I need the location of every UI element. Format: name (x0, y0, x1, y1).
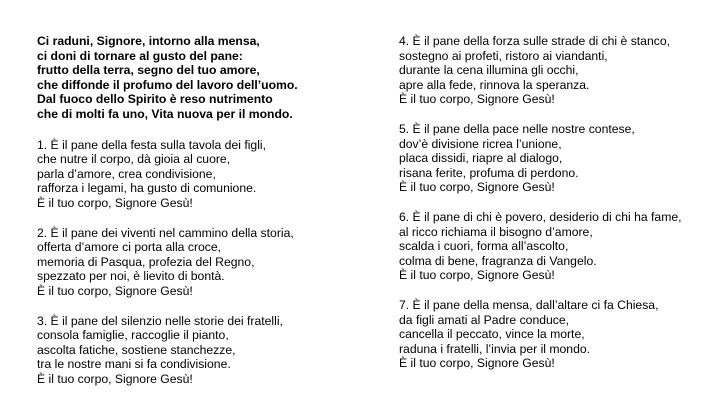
stanza-line: da figli amati al Padre conduce, (399, 312, 570, 327)
stanza-line: dov’è divisione ricrea l’unione, (399, 136, 562, 151)
stanza-3 (37, 314, 367, 387)
stanza-closing-line: È il tuo corpo, Signore Gesù! (37, 371, 193, 386)
stanza-line: scalda i cuori, forma all’ascolto, (399, 239, 569, 254)
stanza-line: risana ferite, profuma di perdono. (399, 165, 579, 180)
stanza-line: 3. È il pane del silenzio nelle storie dei fratelli, (37, 313, 283, 328)
stanza-line: che nutre il corpo, dà gioia al cuore, (37, 152, 231, 167)
right-column (399, 34, 719, 386)
refrain-line: Ci raduni, Signore, intorno alla mensa, (37, 34, 260, 48)
stanza-closing-line: È il tuo corpo, Signore Gesù! (399, 92, 555, 107)
stanza-line: rafforza i legami, ha gusto di comunione. (37, 181, 257, 196)
stanza-1 (37, 138, 367, 211)
stanza-line: 2. È il pane dei viventi nel cammino della storia, (37, 225, 294, 240)
stanza-line: parla d’amore, crea condivisione, (37, 166, 216, 181)
stanza-line: raduna i fratelli, l’invia per il mondo. (399, 341, 591, 356)
stanza-line: al ricco richiama il bisogno d’amore, (399, 224, 593, 239)
refrain (37, 34, 367, 122)
stanza-line: offerta d’amore ci porta alla croce, (37, 240, 222, 255)
stanza-line: 4. È il pane della forza sulle strade di chi è stanco, (399, 34, 670, 48)
stanza-closing-line: È il tuo corpo, Signore Gesù! (399, 268, 555, 283)
stanza-line: 6. È il pane di chi è povero, desiderio di chi ha fame, (399, 209, 682, 224)
stanza-line: sostegno ai profeti, ristoro ai viandanti, (399, 48, 608, 63)
stanza-5 (399, 122, 719, 195)
stanza-line: ascolta fatiche, sostiene stanchezze, (37, 342, 236, 357)
stanza-line: durante la cena illumina gli occhi, (399, 63, 579, 78)
stanza-line: 1. È il pane della festa sulla tavola dei figli, (37, 137, 266, 152)
stanza-line: cancella il peccato, vince la morte, (399, 327, 585, 342)
stanza-7 (399, 298, 719, 371)
left-column (37, 34, 367, 401)
refrain-line: che di molti fa uno, Vita nuova per il mondo. (37, 106, 293, 121)
stanza-line: 5. È il pane della pace nelle nostre contese, (399, 121, 635, 136)
refrain-line: Dal fuoco dello Spirito è reso nutrimento (37, 92, 273, 107)
stanza-line: apre alla fede, rinnova la speranza. (399, 77, 590, 92)
refrain-line: che diffonde il profumo del lavoro dell’uomo. (37, 77, 298, 92)
stanza-6 (399, 210, 719, 283)
stanza-closing-line: È il tuo corpo, Signore Gesù! (399, 356, 555, 371)
stanza-line: consola famiglie, raccoglie il pianto, (37, 328, 229, 343)
stanza-line: spezzato per noi, è lievito di bontà. (37, 269, 225, 284)
stanza-2 (37, 226, 367, 299)
stanza-closing-line: È il tuo corpo, Signore Gesù! (37, 283, 193, 298)
stanza-line: memoria di Pasqua, profezia del Regno, (37, 254, 255, 269)
stanza-closing-line: È il tuo corpo, Signore Gesù! (37, 195, 193, 210)
refrain-line: frutto della terra, segno del tuo amore, (37, 63, 260, 78)
stanza-line: colma di bene, fragranza di Vangelo. (399, 253, 597, 268)
stanza-closing-line: È il tuo corpo, Signore Gesù! (399, 180, 555, 195)
stanza-line: tra le nostre mani si fa condivisione. (37, 357, 231, 372)
stanza-4 (399, 34, 719, 107)
stanza-line: 7. È il pane della mensa, dall’altare ci fa Chiesa, (399, 297, 659, 312)
refrain-line: ci doni di tornare al gusto del pane: (37, 48, 243, 63)
stanza-line: placa dissidi, riapre al dialogo, (399, 151, 563, 166)
